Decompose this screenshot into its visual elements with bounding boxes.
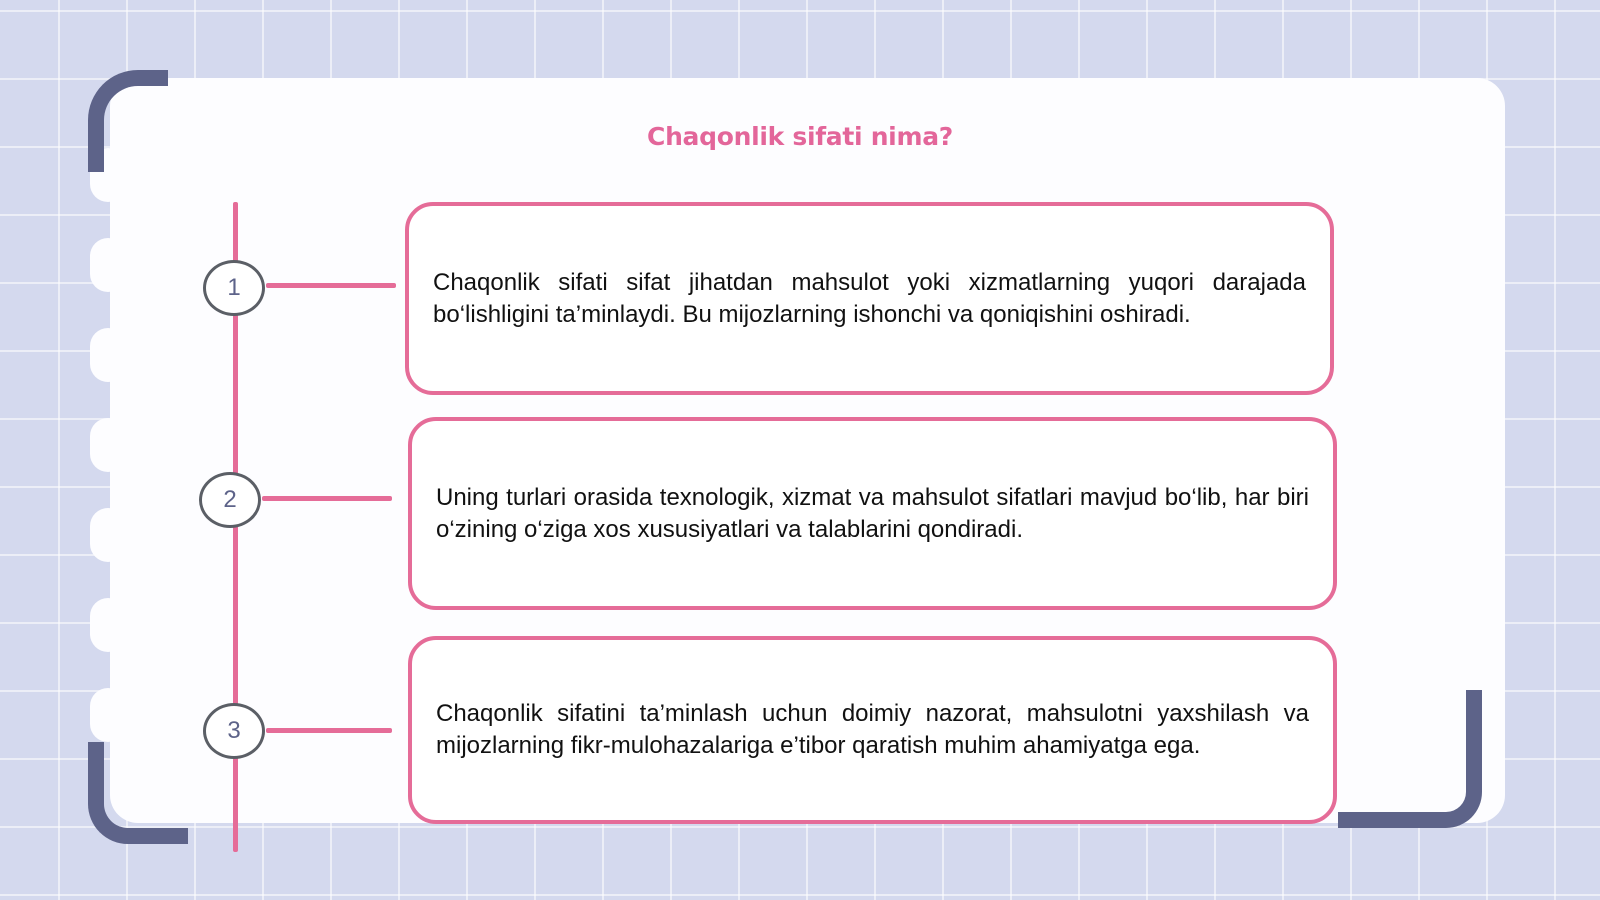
step-text: Chaqonlik sifatini ta’minlash uchun doimiy nazorat, mahsulotni yaxshilash va mijozlarning fikr-mulohazalariga e’tibor qaratish muhim ahamiyatga ega. <box>436 700 1309 759</box>
step-number: 3 <box>227 717 241 744</box>
corner-bracket-bottom-right <box>1338 690 1482 828</box>
step-text: Uning turlari orasida texnologik, xizmat va mahsulot sifatlari mavjud bo‘lib, har biri o‘zining o‘ziga xos xususiyatlari va talablarini qondiradi. <box>436 483 1309 543</box>
slide-title: Chaqonlik sifati nima? <box>647 122 953 151</box>
corner-bracket-top-left <box>88 70 168 172</box>
paper-notch <box>90 688 126 742</box>
step-card-2 <box>408 417 1337 610</box>
step-number: 1 <box>227 274 241 301</box>
timeline-connector <box>266 728 392 733</box>
paper-notch <box>90 238 126 292</box>
step-card-1 <box>405 202 1334 395</box>
timeline-connector <box>266 283 396 288</box>
step-marker-1 <box>203 260 265 316</box>
step-card-3 <box>408 636 1337 824</box>
step-marker-3 <box>203 703 265 759</box>
corner-bracket-bottom-left <box>88 742 188 844</box>
paper-notch <box>90 328 126 382</box>
step-text: Chaqonlik sifati sifat jihatdan mahsulot yoki xizmatlarning yuqori darajada bo‘lishligini ta’minlaydi. Bu mijozlarning ishonchi va qoniqishini oshiradi. <box>433 268 1306 328</box>
step-number: 2 <box>223 486 237 513</box>
paper-notch <box>90 508 126 562</box>
paper-notch <box>90 418 126 472</box>
timeline-connector <box>262 496 392 501</box>
step-marker-2 <box>199 472 261 528</box>
paper-notch <box>90 598 126 652</box>
